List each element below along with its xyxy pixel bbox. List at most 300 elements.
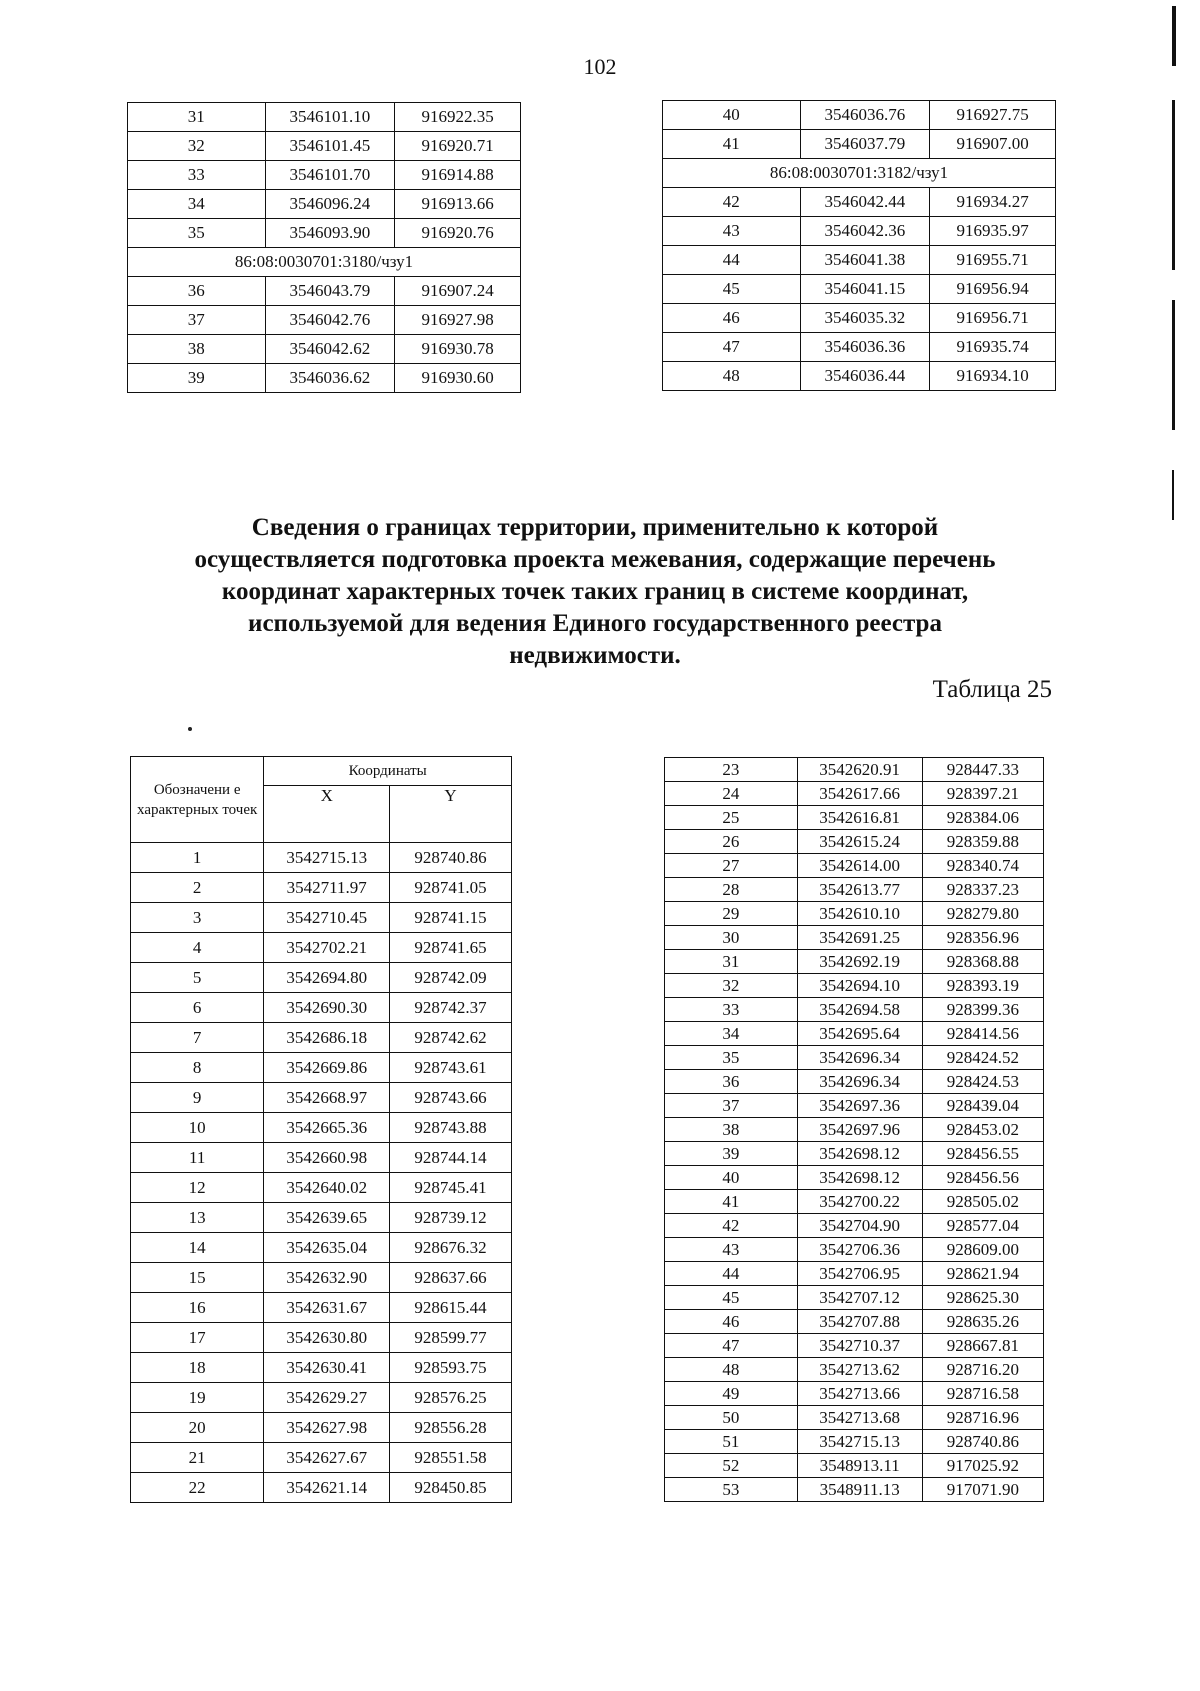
table-cell: 916935.74 [930, 333, 1056, 362]
table-row [665, 1334, 1044, 1358]
table-cell: 928742.37 [390, 993, 512, 1023]
table-cell: 50 [665, 1406, 798, 1430]
table-cell: 13 [131, 1203, 264, 1233]
table-cell: 928742.09 [390, 963, 512, 993]
table-cell: 928447.33 [922, 758, 1043, 782]
table-row [665, 1190, 1044, 1214]
table-row [665, 1118, 1044, 1142]
table-cell: 928356.96 [922, 926, 1043, 950]
table-cell: 30 [665, 926, 798, 950]
table-cell: 928551.58 [390, 1443, 512, 1473]
table-cell: 916934.10 [930, 362, 1056, 391]
table-cell: 928576.25 [390, 1383, 512, 1413]
table-cell: 41 [665, 1190, 798, 1214]
table-cell: 3542694.80 [264, 963, 390, 993]
table-cell: 928359.88 [922, 830, 1043, 854]
table-cell: 928739.12 [390, 1203, 512, 1233]
table-row [131, 1083, 512, 1113]
table-cell: 3542639.65 [264, 1203, 390, 1233]
header-coordinates: Координаты [264, 757, 512, 786]
table-cell: 25 [665, 806, 798, 830]
table-cell: 3542707.88 [797, 1310, 922, 1334]
table-cell: 928505.02 [922, 1190, 1043, 1214]
table-cell: 27 [665, 854, 798, 878]
table-cell: 3542665.36 [264, 1113, 390, 1143]
table-cell: 928609.00 [922, 1238, 1043, 1262]
table-cell: 3546036.36 [800, 333, 930, 362]
table-cell: 43 [663, 217, 801, 246]
table-cell: 3 [131, 903, 264, 933]
table-cell: 42 [663, 188, 801, 217]
table-cell: 6 [131, 993, 264, 1023]
table-row [663, 275, 1056, 304]
table-cell: 12 [131, 1173, 264, 1203]
table-row [665, 902, 1044, 926]
table-cell: 928397.21 [922, 782, 1043, 806]
table-cell: 36 [665, 1070, 798, 1094]
table-cell: 3542695.64 [797, 1022, 922, 1046]
table-row [665, 1094, 1044, 1118]
table-cell: 41 [663, 130, 801, 159]
table-cell: 21 [131, 1443, 264, 1473]
table-cell: 928450.85 [390, 1473, 512, 1503]
table-cell: 3542698.12 [797, 1142, 922, 1166]
table-row [665, 950, 1044, 974]
table-row [663, 188, 1056, 217]
table-row [128, 190, 521, 219]
table-cell: 49 [665, 1382, 798, 1406]
table-cell: 928716.58 [922, 1382, 1043, 1406]
table-cell: 3542706.95 [797, 1262, 922, 1286]
table-body [131, 843, 512, 1503]
table-cell: 916920.71 [395, 132, 521, 161]
table-cell: 3542704.90 [797, 1214, 922, 1238]
table-row [131, 843, 512, 873]
table-cell: 3542715.13 [264, 843, 390, 873]
table-row [131, 1053, 512, 1083]
table-cell: 928599.77 [390, 1323, 512, 1353]
table-cell: 3546042.36 [800, 217, 930, 246]
table-cell: 3542635.04 [264, 1233, 390, 1263]
table-cell: 3546101.45 [265, 132, 395, 161]
table-cell: 928621.94 [922, 1262, 1043, 1286]
table-cell: 928743.88 [390, 1113, 512, 1143]
table-row [131, 963, 512, 993]
table-cell: 7 [131, 1023, 264, 1053]
heading-line: осуществляется подготовка проекта межевания, содержащие перечень [194, 546, 996, 573]
table-cell: 3542715.13 [797, 1430, 922, 1454]
table-cell: 3546093.90 [265, 219, 395, 248]
table-cell: 3548911.13 [797, 1478, 922, 1502]
table-row [665, 782, 1044, 806]
heading-line: координат характерных точек таких границ в системе координат, [221, 578, 969, 605]
table-cell: 928340.74 [922, 854, 1043, 878]
table-cell: 45 [663, 275, 801, 304]
table-cell: 3546036.62 [265, 364, 395, 393]
table-cell: 3542702.21 [264, 933, 390, 963]
table-cell: 38 [128, 335, 266, 364]
table-cell: 3542696.34 [797, 1070, 922, 1094]
table-cell: 3542694.58 [797, 998, 922, 1022]
table-cell: 3542713.62 [797, 1358, 922, 1382]
table-cell: 20 [131, 1413, 264, 1443]
table-row [665, 1046, 1044, 1070]
table-cell: 916956.71 [930, 304, 1056, 333]
table-cell: 15 [131, 1263, 264, 1293]
table-row [131, 903, 512, 933]
table-cell: 3548913.11 [797, 1454, 922, 1478]
table-cell: 29 [665, 902, 798, 926]
table-row [663, 101, 1056, 130]
page-number: 102 [583, 54, 617, 79]
stray-dot [188, 727, 192, 731]
table-cell: 3546042.76 [265, 306, 395, 335]
table-cell: 36 [128, 277, 266, 306]
table-cell: 3542614.00 [797, 854, 922, 878]
table-cell: 19 [131, 1383, 264, 1413]
heading-line: Сведения о границах территории, применительно к которой [251, 514, 939, 541]
table-row [663, 304, 1056, 333]
table-row [665, 1286, 1044, 1310]
table-cell: 3542711.97 [264, 873, 390, 903]
section-label: 86:08:0030701:3180/чзу1 [128, 248, 521, 277]
table-cell: 916927.75 [930, 101, 1056, 130]
table-cell: 18 [131, 1353, 264, 1383]
table-cell: 33 [665, 998, 798, 1022]
table-cell: 3542694.10 [797, 974, 922, 998]
table-cell: 917025.92 [922, 1454, 1043, 1478]
table-row [665, 926, 1044, 950]
table-row [131, 933, 512, 963]
table-cell: 43 [665, 1238, 798, 1262]
table-row [663, 217, 1056, 246]
table-row [131, 1413, 512, 1443]
table-cell: 928625.30 [922, 1286, 1043, 1310]
table-cell: 916934.27 [930, 188, 1056, 217]
table-cell: 26 [665, 830, 798, 854]
coordinates-table-top-left [127, 102, 521, 393]
coordinates-table-top-right [662, 100, 1056, 391]
table-cell: 39 [665, 1142, 798, 1166]
section-row [663, 159, 1056, 188]
table-body [128, 103, 521, 393]
table-cell: 47 [665, 1334, 798, 1358]
table-cell: 3542697.96 [797, 1118, 922, 1142]
table-cell: 3542610.10 [797, 902, 922, 926]
table-cell: 46 [665, 1310, 798, 1334]
table-row [131, 1383, 512, 1413]
table-cell: 916955.71 [930, 246, 1056, 275]
table-cell: 3546096.24 [265, 190, 395, 219]
table-cell: 16 [131, 1293, 264, 1323]
table-cell: 928453.02 [922, 1118, 1043, 1142]
coordinates-table-main-left [130, 756, 512, 1503]
table-cell: 3546043.79 [265, 277, 395, 306]
table-row [665, 1406, 1044, 1430]
table-cell: 23 [665, 758, 798, 782]
table-cell: 3542630.41 [264, 1353, 390, 1383]
table-cell: 35 [128, 219, 266, 248]
table-cell: 916913.66 [395, 190, 521, 219]
table-row [665, 1214, 1044, 1238]
table-cell: 3542686.18 [264, 1023, 390, 1053]
table-cell: 31 [665, 950, 798, 974]
table-cell: 928577.04 [922, 1214, 1043, 1238]
table-cell: 2 [131, 873, 264, 903]
table-cell: 3542713.66 [797, 1382, 922, 1406]
table-row [131, 1473, 512, 1503]
table-cell: 928439.04 [922, 1094, 1043, 1118]
table-cell: 53 [665, 1478, 798, 1502]
table-row [665, 998, 1044, 1022]
section-label: 86:08:0030701:3182/чзу1 [663, 159, 1056, 188]
table-row [131, 1233, 512, 1263]
table-cell: 3546036.44 [800, 362, 930, 391]
table-row [665, 974, 1044, 998]
table-cell: 3542615.24 [797, 830, 922, 854]
table-cell: 32 [128, 132, 266, 161]
table-cell: 928637.66 [390, 1263, 512, 1293]
table-cell: 928743.66 [390, 1083, 512, 1113]
table-cell: 45 [665, 1286, 798, 1310]
table-cell: 8 [131, 1053, 264, 1083]
table-cell: 22 [131, 1473, 264, 1503]
table-body [663, 101, 1056, 391]
table-cell: 3546101.70 [265, 161, 395, 190]
table-header [131, 757, 512, 843]
table-cell: 3542616.81 [797, 806, 922, 830]
table-cell: 3542631.67 [264, 1293, 390, 1323]
table-cell: 928740.86 [390, 843, 512, 873]
table-cell: 3542706.36 [797, 1238, 922, 1262]
table-cell: 35 [665, 1046, 798, 1070]
table-row [665, 1166, 1044, 1190]
table-cell: 928741.15 [390, 903, 512, 933]
table-cell: 37 [128, 306, 266, 335]
table-cell: 34 [128, 190, 266, 219]
table-row [128, 219, 521, 248]
table-cell: 3546101.10 [265, 103, 395, 132]
table-cell: 928279.80 [922, 902, 1043, 926]
heading-line: используемой для ведения Единого государственного реестра [248, 610, 942, 637]
table-cell: 3546042.44 [800, 188, 930, 217]
table-row [665, 806, 1044, 830]
table-cell: 3542710.45 [264, 903, 390, 933]
table-cell: 916920.76 [395, 219, 521, 248]
table-cell: 928745.41 [390, 1173, 512, 1203]
table-cell: 928337.23 [922, 878, 1043, 902]
table-cell: 928556.28 [390, 1413, 512, 1443]
table-cell: 1 [131, 843, 264, 873]
table-row [665, 1454, 1044, 1478]
table-cell: 928741.65 [390, 933, 512, 963]
table-cell: 917071.90 [922, 1478, 1043, 1502]
table-cell: 3542640.02 [264, 1173, 390, 1203]
table-cell: 31 [128, 103, 266, 132]
table-row [665, 1382, 1044, 1406]
table-cell: 3542707.12 [797, 1286, 922, 1310]
table-row [131, 1203, 512, 1233]
table-cell: 39 [128, 364, 266, 393]
table-cell: 32 [665, 974, 798, 998]
table-cell: 928741.05 [390, 873, 512, 903]
table-cell: 928676.32 [390, 1233, 512, 1263]
table-cell: 4 [131, 933, 264, 963]
table-body [665, 758, 1044, 1502]
table-cell: 3542710.37 [797, 1334, 922, 1358]
table-cell: 3546041.38 [800, 246, 930, 275]
table-cell: 3542621.14 [264, 1473, 390, 1503]
table-cell: 3542613.77 [797, 878, 922, 902]
table-cell: 3546036.76 [800, 101, 930, 130]
table-row [665, 1142, 1044, 1166]
table-cell: 51 [665, 1430, 798, 1454]
table-label: Таблица 25 [932, 676, 1052, 703]
table-cell: 916927.98 [395, 306, 521, 335]
table-cell: 46 [663, 304, 801, 333]
table-cell: 928368.88 [922, 950, 1043, 974]
table-cell: 37 [665, 1094, 798, 1118]
table-row [131, 1323, 512, 1353]
table-row [663, 130, 1056, 159]
table-cell: 3542713.68 [797, 1406, 922, 1430]
section-row [128, 248, 521, 277]
table-cell: 928615.44 [390, 1293, 512, 1323]
table-cell: 916922.35 [395, 103, 521, 132]
table-cell: 928635.26 [922, 1310, 1043, 1334]
table-cell: 916935.97 [930, 217, 1056, 246]
scan-edge-mark [1172, 100, 1175, 270]
table-cell: 916914.88 [395, 161, 521, 190]
table-cell: 928742.62 [390, 1023, 512, 1053]
section-heading [95, 512, 1095, 672]
table-cell: 28 [665, 878, 798, 902]
table-cell: 928456.56 [922, 1166, 1043, 1190]
table-cell: 916956.94 [930, 275, 1056, 304]
table-cell: 24 [665, 782, 798, 806]
table-cell: 928716.20 [922, 1358, 1043, 1382]
table-cell: 48 [663, 362, 801, 391]
table-cell: 3542627.67 [264, 1443, 390, 1473]
table-row [665, 1238, 1044, 1262]
table-row [131, 1443, 512, 1473]
table-cell: 916907.24 [395, 277, 521, 306]
table-cell: 3542630.80 [264, 1323, 390, 1353]
table-cell: 928716.96 [922, 1406, 1043, 1430]
table-row [665, 758, 1044, 782]
table-cell: 34 [665, 1022, 798, 1046]
table-cell: 916930.78 [395, 335, 521, 364]
table-cell: 3542620.91 [797, 758, 922, 782]
table-row [128, 161, 521, 190]
table-row [128, 103, 521, 132]
table-row [663, 333, 1056, 362]
table-cell: 928744.14 [390, 1143, 512, 1173]
table-row [665, 1478, 1044, 1502]
table-cell: 928424.53 [922, 1070, 1043, 1094]
table-cell: 52 [665, 1454, 798, 1478]
table-row [665, 878, 1044, 902]
table-cell: 3542696.34 [797, 1046, 922, 1070]
table-cell: 47 [663, 333, 801, 362]
table-row [131, 1023, 512, 1053]
table-cell: 3542632.90 [264, 1263, 390, 1293]
table-cell: 5 [131, 963, 264, 993]
table-row [131, 1293, 512, 1323]
table-cell: 3542698.12 [797, 1166, 922, 1190]
table-cell: 42 [665, 1214, 798, 1238]
table-row [665, 1070, 1044, 1094]
table-cell: 11 [131, 1143, 264, 1173]
table-cell: 3542660.98 [264, 1143, 390, 1173]
table-cell: 38 [665, 1118, 798, 1142]
table-row [131, 1173, 512, 1203]
header-x: X [264, 786, 390, 843]
table-cell: 928384.06 [922, 806, 1043, 830]
heading-line: недвижимости. [509, 642, 681, 669]
table-cell: 40 [665, 1166, 798, 1190]
table-cell: 3542617.66 [797, 782, 922, 806]
table-row [665, 830, 1044, 854]
table-cell: 44 [663, 246, 801, 275]
table-row [131, 1353, 512, 1383]
table-row [128, 306, 521, 335]
table-row [665, 1358, 1044, 1382]
table-cell: 928393.19 [922, 974, 1043, 998]
table-cell: 928667.81 [922, 1334, 1043, 1358]
table-cell: 3546037.79 [800, 130, 930, 159]
table-row [663, 246, 1056, 275]
table-cell: 3546035.32 [800, 304, 930, 333]
header-row [131, 757, 512, 786]
table-cell: 3542690.30 [264, 993, 390, 1023]
table-row [131, 1143, 512, 1173]
table-cell: 928399.36 [922, 998, 1043, 1022]
table-row [131, 1263, 512, 1293]
table-cell: 928593.75 [390, 1353, 512, 1383]
table-cell: 928414.56 [922, 1022, 1043, 1046]
header-designation: Обозначени е характерных точек [131, 757, 264, 843]
table-cell: 3542700.22 [797, 1190, 922, 1214]
table-cell: 10 [131, 1113, 264, 1143]
table-cell: 3542629.27 [264, 1383, 390, 1413]
table-cell: 3546042.62 [265, 335, 395, 364]
table-cell: 33 [128, 161, 266, 190]
table-cell: 928424.52 [922, 1046, 1043, 1070]
table-cell: 3542692.19 [797, 950, 922, 974]
table-row [665, 1430, 1044, 1454]
coordinates-table-main-right [664, 757, 1044, 1502]
table-row [131, 1113, 512, 1143]
table-row [131, 993, 512, 1023]
table-cell: 14 [131, 1233, 264, 1263]
table-cell: 17 [131, 1323, 264, 1353]
header-y: Y [390, 786, 512, 843]
table-cell: 40 [663, 101, 801, 130]
table-cell: 916930.60 [395, 364, 521, 393]
table-cell: 3546041.15 [800, 275, 930, 304]
table-cell: 3542627.98 [264, 1413, 390, 1443]
table-cell: 3542697.36 [797, 1094, 922, 1118]
table-cell: 44 [665, 1262, 798, 1286]
scan-edge-mark [1172, 300, 1175, 430]
table-cell: 3542669.86 [264, 1053, 390, 1083]
table-cell: 928740.86 [922, 1430, 1043, 1454]
table-row [128, 132, 521, 161]
table-cell: 916907.00 [930, 130, 1056, 159]
scan-edge-mark [1172, 470, 1174, 520]
table-row [128, 277, 521, 306]
